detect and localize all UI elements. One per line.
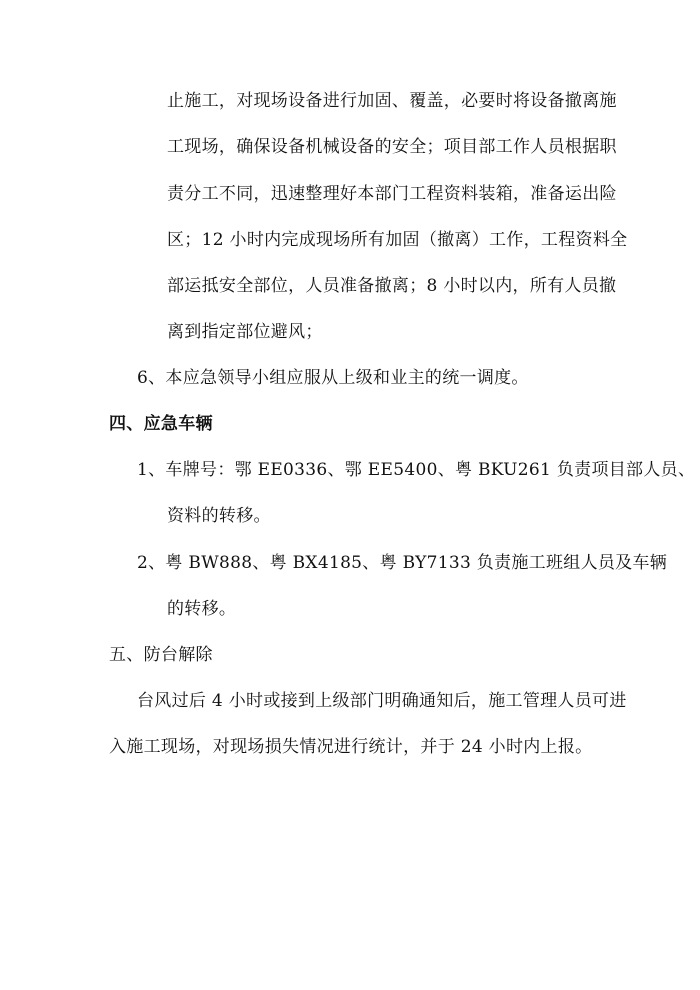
- paragraph-line: 区；12 小时内完成现场所有加固（撤离）工作，工程资料全: [167, 230, 628, 250]
- vehicle-list-item-1: 1、车牌号：鄂 EE0336、鄂 EE5400、粤 BKU261 负责项目部人员、: [137, 460, 696, 480]
- section-heading-typhoon-release: 五、防台解除: [109, 645, 213, 665]
- list-item-6: 6、本应急领导小组应服从上级和业主的统一调度。: [137, 368, 529, 388]
- vehicle-list-item-2-continued: 的转移。: [167, 599, 237, 619]
- vehicle-list-item-2: 2、粤 BW888、粤 BX4185、粤 BY7133 负责施工班组人员及车辆: [137, 553, 668, 573]
- paragraph-line: 部运抵安全部位，人员准备撤离；8 小时以内，所有人员撤: [167, 276, 617, 296]
- section-5-paragraph-line-1: 台风过后 4 小时或接到上级部门明确通知后，施工管理人员可进: [137, 691, 627, 711]
- paragraph-line: 离到指定部位避风；: [167, 322, 323, 342]
- paragraph-line: 责分工不同，迅速整理好本部门工程资料装箱，准备运出险: [167, 184, 617, 204]
- paragraph-line: 止施工，对现场设备进行加固、覆盖，必要时将设备撤离施: [167, 91, 617, 111]
- paragraph-line: 工现场，确保设备机械设备的安全；项目部工作人员根据职: [167, 137, 617, 157]
- section-heading-emergency-vehicles: 四、应急车辆: [109, 414, 213, 434]
- vehicle-list-item-1-continued: 资料的转移。: [167, 506, 271, 526]
- section-5-paragraph-line-2: 入施工现场，对现场损失情况进行统计，并于 24 小时内上报。: [109, 737, 593, 757]
